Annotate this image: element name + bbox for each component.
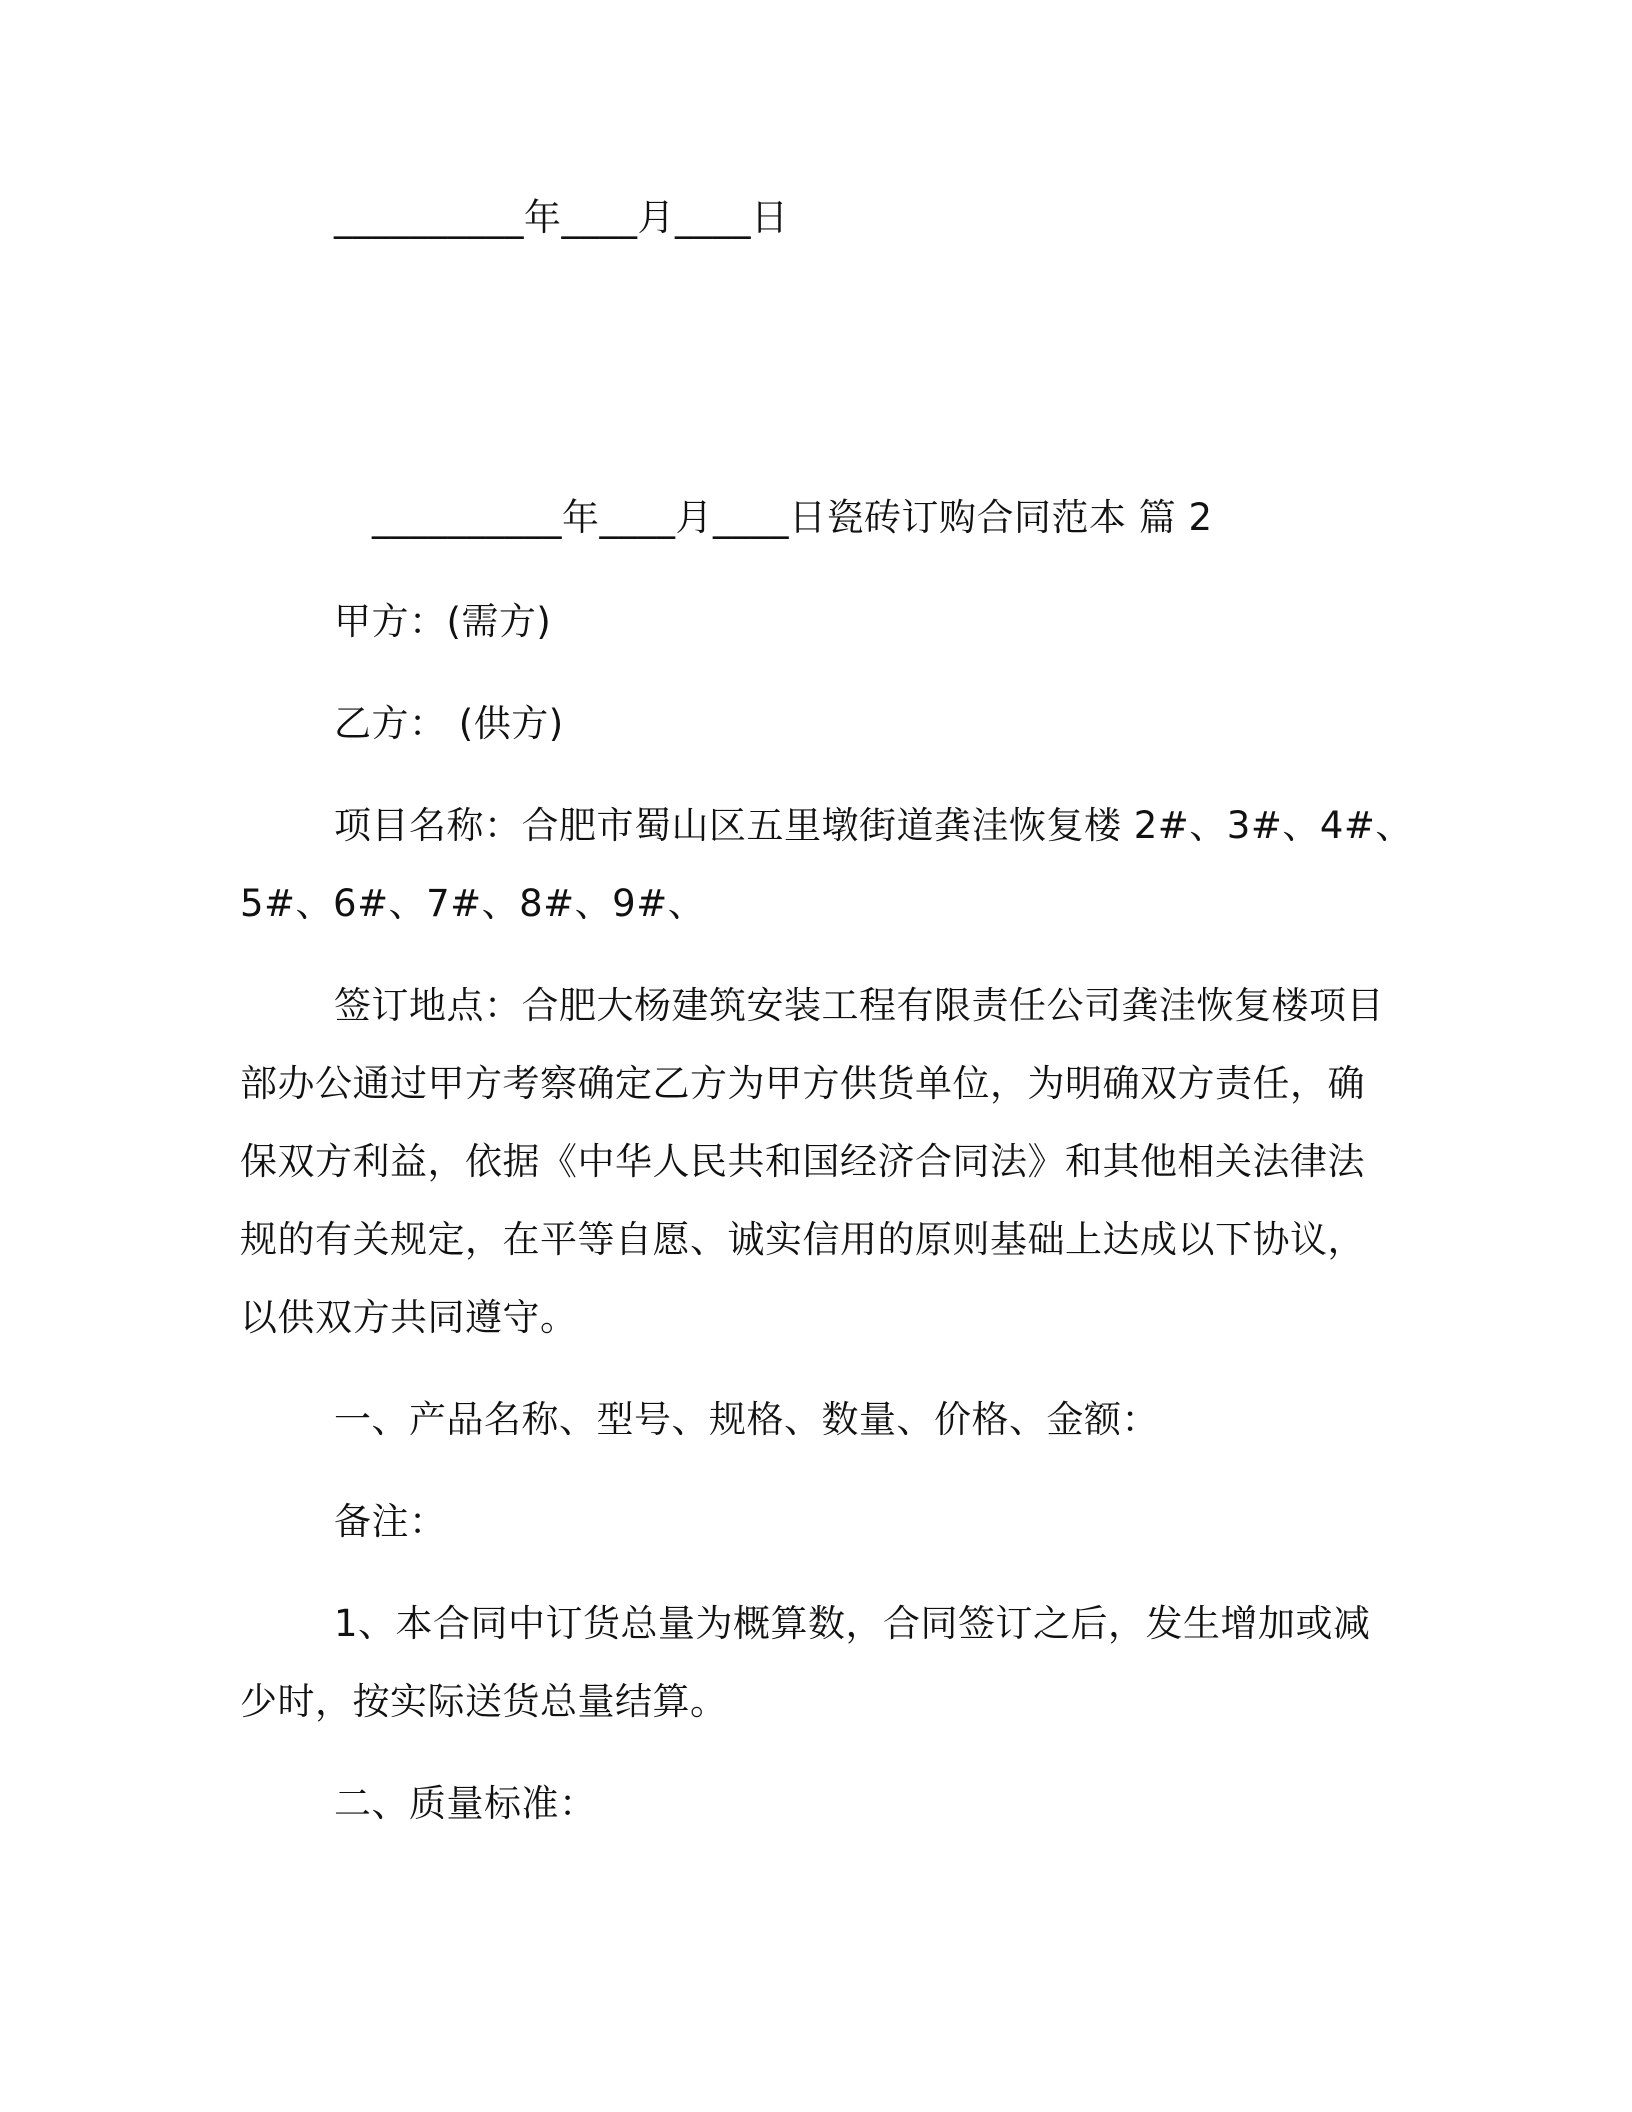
signing-place-line-1: 签订地点：合肥大杨建筑安装工程有限责任公司龚洼恢复楼项目: [334, 984, 1384, 1027]
project-name-line-2: 5#、6#、7#、8#、9#、: [240, 882, 706, 925]
note-label: 备注：: [334, 1500, 447, 1543]
date-line: __________年____月____日: [334, 196, 789, 239]
contract-title: __________年____月____日瓷砖订购合同范本 篇 2: [372, 496, 1213, 539]
section-2-heading: 二、质量标准：: [334, 1782, 597, 1825]
signing-place-line-4: 规的有关规定，在平等自愿、诚实信用的原则基础上达成以下协议，: [240, 1218, 1365, 1261]
signing-place-line-2: 部办公通过甲方考察确定乙方为甲方供货单位，为明确双方责任，确: [240, 1062, 1365, 1105]
section-1-heading: 一、产品名称、型号、规格、数量、价格、金额：: [334, 1398, 1159, 1441]
party-b-line: 乙方： (供方): [334, 702, 564, 745]
party-a-line: 甲方：(需方): [334, 600, 552, 643]
signing-place-line-5: 以供双方共同遵守。: [240, 1296, 578, 1339]
note-1-line-2: 少时，按实际送货总量结算。: [240, 1680, 728, 1723]
project-name-line-1: 项目名称：合肥市蜀山区五里墩街道龚洼恢复楼 2#、3#、4#、: [334, 804, 1413, 847]
note-1-line-1: 1、本合同中订货总量为概算数，合同签订之后，发生增加或减: [334, 1602, 1371, 1645]
signing-place-line-3: 保双方利益，依据《中华人民共和国经济合同法》和其他相关法律法: [240, 1140, 1365, 1183]
